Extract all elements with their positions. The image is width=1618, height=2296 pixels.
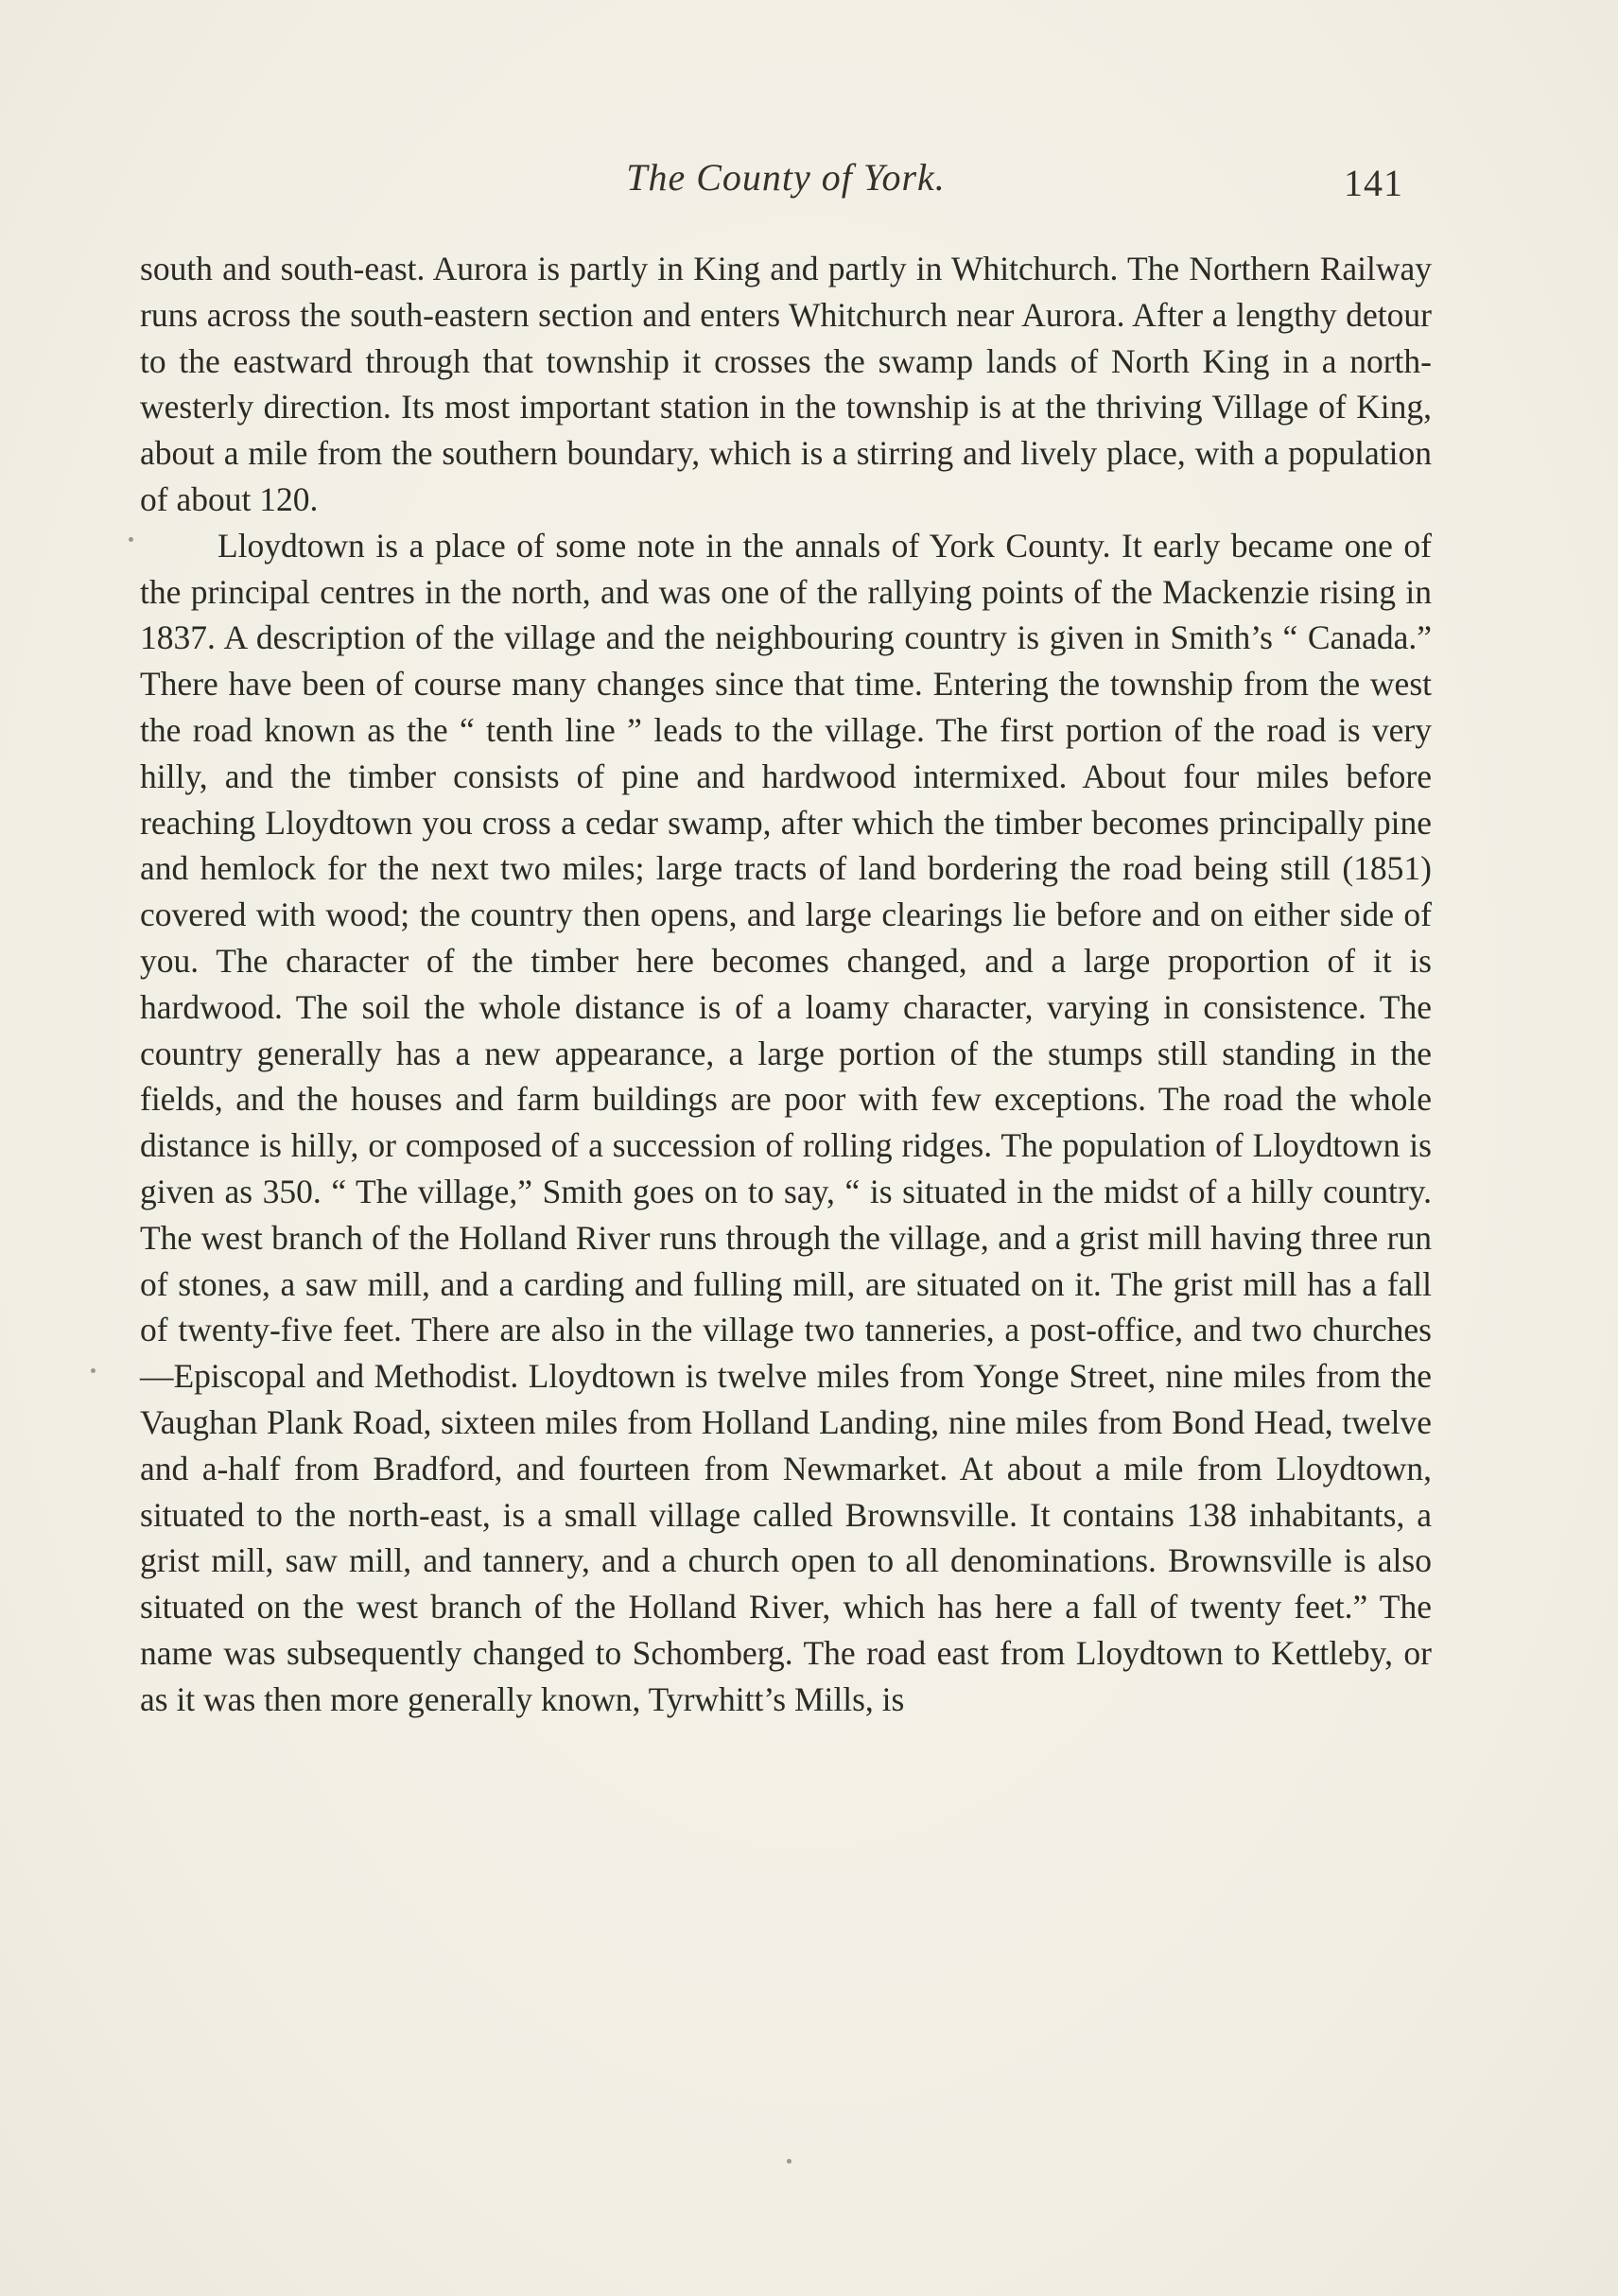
paragraph: south and south-east. Aurora is partly in King and partly in Whitchurch. The Northern Railway runs across the south-eastern section and enters Whitchurch near Aurora. After a lengthy detour to the eastward through that township it crosses the swamp lands of North King in a north-westerly direction. Its most important station in the township is at the thriving Village of King, about a mile from the southern boundary, which is a stirring and lively place, with a population of about 120.	[140, 250, 1432, 518]
paragraph: Lloydtown is a place of some note in the annals of York County. It early became one of the principal centres in the north, and was one of the rallying points of the Mackenzie rising in 1837. A description of the village and the neighbouring country is given in Smith’s “ Canada.” There have been of course many changes since that time. Entering the township from the west the road known as the “ tenth line ” leads to the village. The first portion of the road is very hilly, and the timber consists of pine and hardwood intermixed. About four miles before reaching Lloydtown you cross a cedar swamp, after which the timber becomes principally pine and hemlock for the next two miles; large tracts of land bordering the road being still (1851) covered with wood; the country then opens, and large clearings lie before and on either side of you. The character of the timber here becomes changed, and a large proportion of it is hardwood. The soil the whole distance is of a loamy character, varying in consistence. The country generally has a new appearance, a large portion of the stumps still standing in the fields, and the houses and farm buildings are poor with few exceptions. The road the whole distance is hilly, or composed of a succession of rolling ridges. The population of Lloydtown is given as 350. “ The village,” Smith goes on to say, “ is situated in the midst of a hilly country. The west branch of the Holland River runs through the village, and a grist mill having three run of stones, a saw mill, and a carding and fulling mill, are situated on it. The grist mill has a fall of twenty-five feet. There are also in the village two tanneries, a post-office, and two churches —Episcopal and Methodist. Lloydtown is twelve miles from Yonge Street, nine miles from the Vaughan Plank Road, sixteen miles from Holland Landing, nine miles from Bond Head, twelve and a-half from Bradford, and fourteen from Newmarket. At about a mile from Lloydtown, situated to the north-east, is a small village called Brownsville. It contains 138 inhabitants, a grist mill, saw mill, and tannery, and a church open to all denominations. Brownsville is also situated on the west branch of the Holland River, which has here a fall of twenty feet.” The name was subsequently changed to Schomberg. The road east from Lloydtown to Kettleby, or as it was then more generally known, Tyrwhitt’s Mills, is	[140, 526, 1432, 1718]
paper-speck	[787, 2159, 792, 2164]
running-title: The County of York.	[626, 156, 946, 199]
body-text	[140, 246, 1432, 1723]
running-head	[140, 149, 1432, 206]
page-number: 141	[1344, 162, 1403, 204]
paper-speck	[91, 1368, 96, 1373]
paper-speck	[129, 537, 133, 542]
